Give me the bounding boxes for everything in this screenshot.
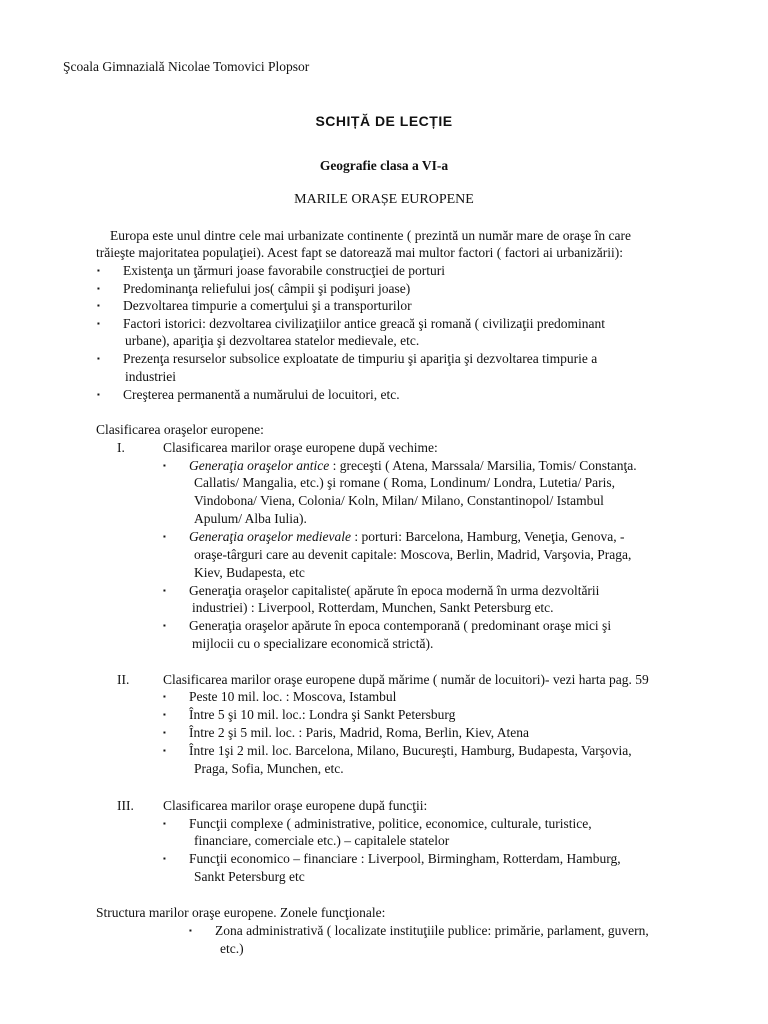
section-heading: Clasificarea marilor oraşe europene după mărime ( număr de locuitori)- vezi harta pag. 59 — [163, 672, 649, 687]
list-item-cont: financiare, comerciale etc.) – capitalele statelor — [194, 833, 450, 848]
list-item: Funcţii complexe ( administrative, politice, economice, culturale, turistice, — [189, 816, 592, 831]
school-header: Şcoala Gimnazială Nicolae Tomovici Plopsor — [63, 59, 310, 74]
list-item-cont: etc.) — [220, 941, 244, 956]
section-numeral: II. — [117, 672, 130, 687]
section-numeral: I. — [117, 440, 125, 455]
list-item-cont: Apulum/ Alba Iulia). — [194, 511, 307, 526]
bullet-icon: ▪ — [163, 586, 166, 595]
list-item-cont: industriei) : Liverpool, Rotterdam, Munchen, Sankt Petersburg etc. — [192, 600, 554, 615]
bullet-icon: ▪ — [97, 390, 100, 399]
item-text: : greceşti ( Atena, Marssala/ Marsilia, Tomis/ Constanţa. — [329, 458, 637, 473]
list-item-cont: Praga, Sofia, Munchen, etc. — [194, 761, 344, 776]
classification-heading: Clasificarea oraşelor europene: — [96, 422, 264, 437]
bullet-icon: ▪ — [163, 461, 166, 470]
list-item: Zona administrativă ( localizate instituţiile publice: primărie, parlament, guvern, — [215, 923, 649, 938]
item-label: Generaţia oraşelor medievale — [189, 529, 351, 544]
list-item-cont: Kiev, Budapesta, etc — [194, 565, 305, 580]
bullet-icon: ▪ — [97, 301, 100, 310]
list-item — [189, 528, 625, 546]
item-label: Generaţia oraşelor antice — [189, 458, 330, 473]
list-item: Între 5 şi 10 mil. loc.: Londra şi Sankt Petersburg — [189, 707, 456, 722]
bullet-icon: ▪ — [97, 266, 100, 275]
factor-item: Prezenţa resurselor subsolice exploatate de timpuriu şi apariţia şi dezvoltarea timpurie a — [123, 351, 598, 366]
intro-line-2: trăieşte majoritatea populaţiei). Acest fapt se datorează mai multor factori ( factori ai urbanizării): — [96, 245, 624, 260]
list-item: Generaţia oraşelor capitaliste( apărute în epoca modernă în urma dezvoltării — [189, 583, 600, 598]
factor-item: Predominanţa reliefului jos( câmpii şi podişuri joase) — [123, 281, 411, 296]
bullet-icon: ▪ — [97, 319, 100, 328]
list-item: Peste 10 mil. loc. : Moscova, Istambul — [189, 689, 397, 704]
list-item — [189, 457, 637, 475]
factor-item: Factori istorici: dezvoltarea civilizaţiilor antice greacă şi romană ( civilizaţii predominant — [123, 316, 606, 331]
list-item-cont: Sankt Petersburg etc — [194, 869, 305, 884]
factor-item-cont: urbane), apariţia şi dezvoltarea statelor medievale, etc. — [125, 333, 420, 348]
list-item-cont: mijlocii cu o specializare economică strictă). — [192, 636, 434, 651]
bullet-icon: ▪ — [97, 284, 100, 293]
list-item: Generaţia oraşelor apărute în epoca contemporană ( predominant oraşe mici şi — [189, 618, 612, 633]
section-numeral: III. — [117, 798, 134, 813]
factor-item: Existenţa un ţărmuri joase favorabile construcţiei de porturi — [123, 263, 446, 278]
bullet-icon: ▪ — [163, 819, 166, 828]
bullet-icon: ▪ — [97, 354, 100, 363]
list-item-cont: Callatis/ Mangalia, etc.) şi romane ( Roma, Londinum/ Londra, Lutetia/ Paris, — [194, 475, 616, 490]
list-item: Între 1şi 2 mil. loc. Barcelona, Milano, Bucureşti, Hamburg, Budapesta, Varşovia, — [189, 743, 632, 758]
list-item: Funcţii economico – financiare : Liverpool, Birmingham, Rotterdam, Hamburg, — [189, 851, 621, 866]
bullet-icon: ▪ — [163, 692, 166, 701]
bullet-icon: ▪ — [163, 532, 166, 541]
list-item-cont: Vindobona/ Viena, Colonia/ Koln, Milan/ Milano, Constantinopol/ Istambul — [194, 493, 604, 508]
bullet-icon: ▪ — [163, 710, 166, 719]
list-item: Între 2 şi 5 mil. loc. : Paris, Madrid, Roma, Berlin, Kiev, Atena — [189, 725, 529, 740]
page-title: SCHIȚĂ DE LECȚIE — [315, 113, 453, 129]
bullet-icon: ▪ — [163, 621, 166, 630]
item-text: : porturi: Barcelona, Hamburg, Veneţia, Genova, - — [350, 529, 625, 544]
subtitle: Geografie clasa a VI-a — [319, 158, 449, 173]
factor-item: Creşterea permanentă a numărului de locuitori, etc. — [123, 387, 400, 402]
factor-item-cont: industriei — [125, 369, 176, 384]
section-heading: Clasificarea marilor oraşe europene după vechime: — [163, 440, 438, 455]
bullet-icon: ▪ — [163, 746, 166, 755]
bullet-icon: ▪ — [189, 926, 192, 935]
factor-item: Dezvoltarea timpurie a comerţului şi a transporturilor — [123, 298, 412, 313]
intro-line-1: Europa este unul dintre cele mai urbanizate continente ( prezintă un număr mare de oraşe în care — [110, 228, 632, 243]
bullet-icon: ▪ — [163, 728, 166, 737]
structure-heading: Structura marilor oraşe europene. Zonele funcţionale: — [96, 905, 386, 920]
topic-heading: MARILE ORAȘE EUROPENE — [294, 192, 474, 207]
section-heading: Clasificarea marilor oraşe europene după funcţii: — [163, 798, 428, 813]
list-item-cont: oraşe-târguri care au devenit capitale: Moscova, Berlin, Madrid, Varşovia, Praga, — [194, 547, 632, 562]
bullet-icon: ▪ — [163, 854, 166, 863]
